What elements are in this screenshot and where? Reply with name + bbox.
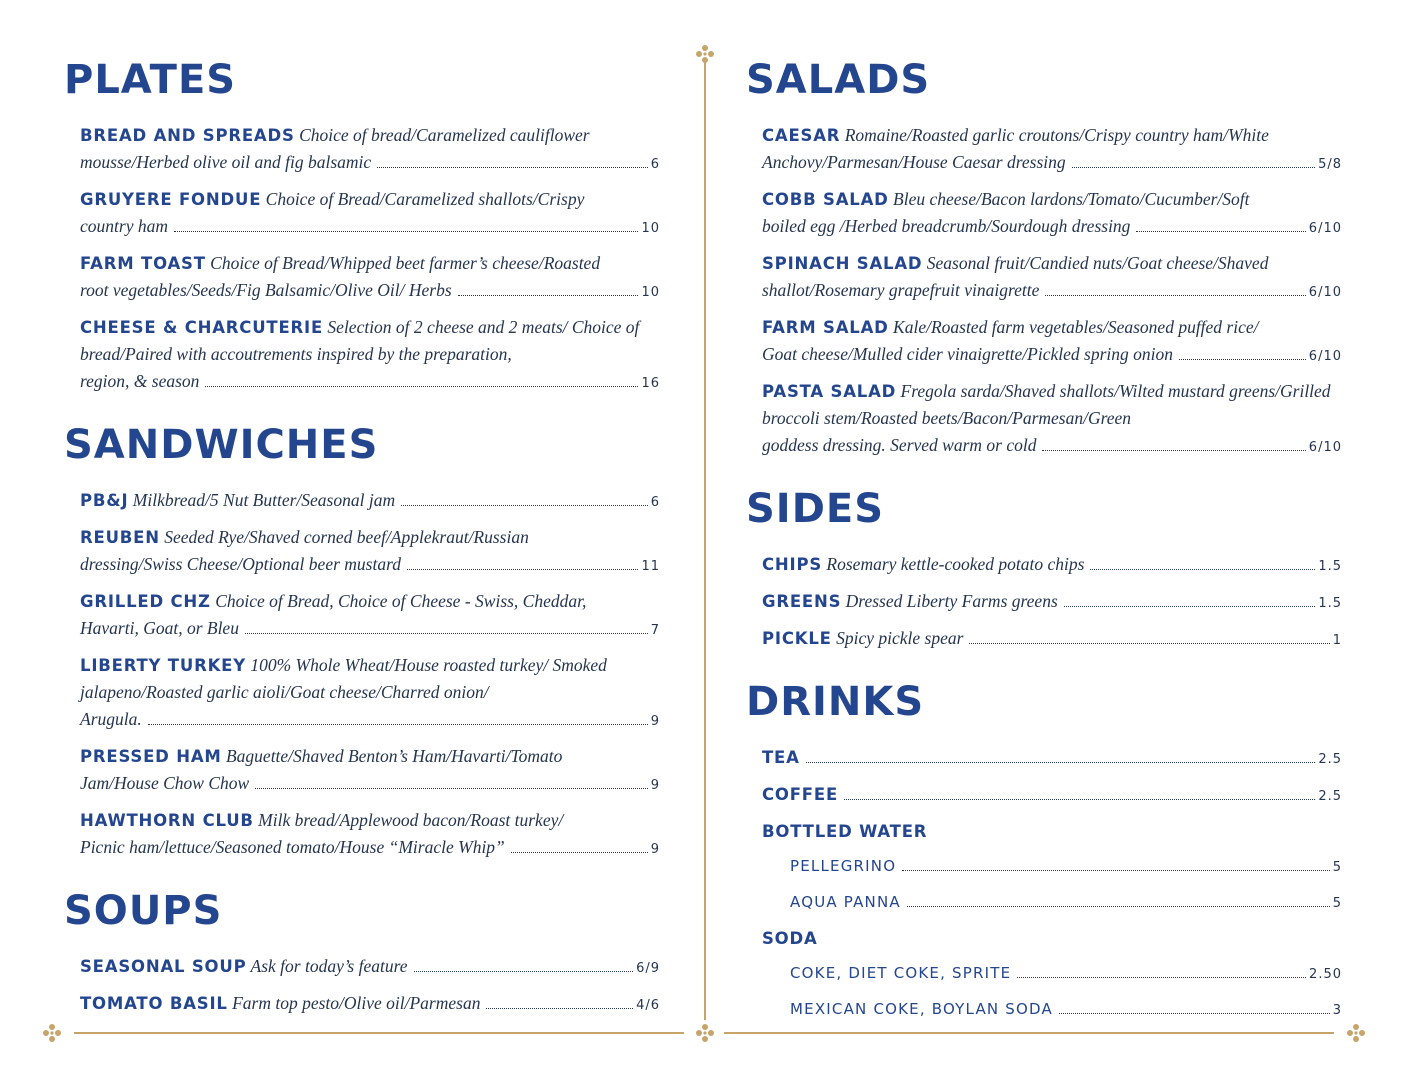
sides-section [746, 486, 1342, 654]
item-name: CAESAR [762, 126, 841, 145]
item-description: Seeded Rye/Shaved corned beef/Applekraut/Russian [159, 527, 529, 547]
menu-item [80, 953, 660, 982]
menu-item [80, 990, 660, 1019]
soups-section [64, 888, 660, 1019]
menu-item [762, 551, 1342, 580]
item-description: Choice of bread/Caramelized cauliflower [294, 125, 590, 145]
item-price: 1.5 [1318, 596, 1342, 611]
item-price: 6 [650, 495, 660, 510]
item-description: Dressed Liberty Farms greens [841, 591, 1058, 611]
fleur-ornament-icon [1346, 1023, 1366, 1043]
dot-leader [407, 569, 638, 570]
menu-item [762, 625, 1342, 654]
menu-item [762, 250, 1342, 306]
item-name: FARM TOAST [80, 254, 206, 273]
dot-leader [969, 643, 1329, 644]
left-column [64, 57, 660, 1047]
menu-item [762, 186, 1342, 242]
item-description-end: Jam/House Chow Chow [80, 773, 250, 793]
item-price: 2.5 [1318, 789, 1342, 804]
section-title: SIDES [746, 486, 885, 532]
item-description: 100% Whole Wheat/House roasted turkey/ Smoked jalapeno/Roasted garlic aioli/Goat cheese/Charred onion/ [80, 655, 607, 702]
item-name: MEXICAN COKE, BOYLAN SODA [790, 1000, 1053, 1018]
item-description: Selection of 2 cheese and 2 meats/ Choice of bread/Paired with accoutrements inspired by the preparation, [80, 317, 640, 364]
fleur-ornament-icon [695, 1023, 715, 1043]
item-name: HAWTHORN CLUB [80, 811, 254, 830]
item-description-end: Goat cheese/Mulled cider vinaigrette/Pickled spring onion [762, 344, 1173, 364]
dot-leader [1059, 1013, 1330, 1014]
item-description: Spicy pickle spear [831, 628, 964, 648]
item-description-end: mousse/Herbed olive oil and fig balsamic [80, 152, 372, 172]
item-price: 6/10 [1308, 221, 1342, 236]
dot-leader [205, 386, 638, 387]
item-description: Rosemary kettle-cooked potato chips [822, 554, 1085, 574]
item-price: 1 [1332, 633, 1342, 648]
dot-leader [844, 799, 1315, 800]
item-name: BOTTLED WATER [762, 822, 928, 841]
section-title: DRINKS [746, 679, 925, 725]
item-price: 2.50 [1309, 967, 1342, 982]
dot-leader [1042, 450, 1305, 451]
item-name: COKE, DIET COKE, SPRITE [790, 964, 1012, 982]
dot-leader [902, 870, 1330, 871]
item-name: GRUYERE FONDUE [80, 190, 262, 209]
item-price: 5 [1332, 896, 1342, 911]
item-name: COFFEE [762, 785, 839, 804]
menu-item [80, 250, 660, 306]
item-description: Choice of Bread/Whipped beet farmer’s cheese/Roasted [205, 253, 601, 273]
menu-item [80, 524, 660, 580]
item-description: Baguette/Shaved Benton’s Ham/Havarti/Tomato [221, 746, 563, 766]
item-name: TOMATO BASIL [80, 994, 228, 1013]
dot-leader [458, 295, 639, 296]
dot-leader [414, 971, 634, 972]
item-description: Fregola sarda/Shaved shallots/Wilted mustard greens/Grilled broccoli stem/Roasted beets/Bacon/Parmesan/Green [762, 381, 1331, 428]
menu-item-tea [762, 744, 1342, 773]
right-column [746, 57, 1342, 1052]
item-description: Ask for today’s feature [246, 956, 408, 976]
menu-item [80, 588, 660, 644]
item-name: GREENS [762, 592, 842, 611]
item-name: PB&J [80, 491, 129, 510]
item-name: TEA [762, 748, 800, 767]
fleur-ornament-icon [42, 1023, 62, 1043]
item-description-end: shallot/Rosemary grapefruit vinaigrette [762, 280, 1040, 300]
item-price: 3 [1332, 1003, 1342, 1018]
menu-item [80, 487, 660, 516]
item-name: GRILLED CHZ [80, 592, 211, 611]
dot-leader [255, 788, 648, 789]
dot-leader [245, 633, 648, 634]
item-name: SODA [762, 929, 818, 948]
item-price: 5 [1332, 860, 1342, 875]
menu-item-coffee [762, 781, 1342, 810]
menu-item [762, 588, 1342, 617]
item-price: 9 [650, 714, 660, 729]
menu-item [80, 186, 660, 242]
menu-item-mexican-coke [790, 996, 1342, 1024]
item-description-end: goddess dressing. Served warm or cold [762, 435, 1037, 455]
item-description: Seasonal fruit/Candied nuts/Goat cheese/Shaved [922, 253, 1269, 273]
dot-leader [377, 167, 648, 168]
item-description-end: region, & season [80, 371, 200, 391]
item-name: SPINACH SALAD [762, 254, 923, 273]
item-price: 5/8 [1318, 157, 1342, 172]
item-description-end: Anchovy/Parmesan/House Caesar dressing [762, 152, 1066, 172]
menu-item-aqua-panna [790, 889, 1342, 917]
item-name: SEASONAL SOUP [80, 957, 247, 976]
item-name: FARM SALAD [762, 318, 889, 337]
menu-item [80, 807, 660, 863]
menu-item [80, 314, 660, 397]
item-name: AQUA PANNA [790, 893, 901, 911]
menu-item-pellegrino [790, 853, 1342, 881]
item-description: Romaine/Roasted garlic croutons/Crispy country ham/White [840, 125, 1269, 145]
item-name: REUBEN [80, 528, 160, 547]
item-description: Choice of Bread/Caramelized shallots/Crispy [261, 189, 585, 209]
plates-section [64, 57, 660, 397]
item-description-end: Havarti, Goat, or Bleu [80, 618, 239, 638]
dot-leader [1179, 359, 1306, 360]
section-title: SALADS [746, 57, 931, 103]
item-price: 6/10 [1308, 349, 1342, 364]
dot-leader [486, 1008, 633, 1009]
dot-leader [148, 724, 648, 725]
item-name: PICKLE [762, 629, 832, 648]
item-price: 10 [641, 221, 660, 236]
dot-leader [174, 231, 638, 232]
item-price: 4/6 [636, 998, 660, 1013]
menu-item [80, 743, 660, 799]
item-name: BREAD AND SPREADS [80, 126, 295, 145]
sandwiches-section [64, 422, 660, 863]
salads-section [746, 57, 1342, 461]
drinks-section [746, 679, 1342, 1024]
item-description: Milkbread/5 Nut Butter/Seasonal jam [128, 490, 396, 510]
item-description-end: Arugula. [80, 709, 142, 729]
item-price: 16 [641, 376, 660, 391]
dot-leader [1090, 569, 1315, 570]
item-price: 7 [650, 623, 660, 638]
menu-item [762, 314, 1342, 370]
item-name: PASTA SALAD [762, 382, 897, 401]
item-description: Farm top pesto/Olive oil/Parmesan [227, 993, 481, 1013]
item-name: PELLEGRINO [790, 857, 897, 875]
item-name: CHEESE & CHARCUTERIE [80, 318, 324, 337]
item-price: 6/10 [1308, 440, 1342, 455]
fleur-ornament-icon [695, 44, 715, 64]
menu-item [762, 122, 1342, 178]
dot-leader [1136, 231, 1305, 232]
item-price: 10 [641, 285, 660, 300]
vertical-divider [704, 60, 706, 1020]
item-description: Choice of Bread, Choice of Cheese - Swiss, Cheddar, [210, 591, 587, 611]
item-price: 1.5 [1318, 559, 1342, 574]
menu-item [80, 122, 660, 178]
dot-leader [1064, 606, 1316, 607]
menu-item [762, 378, 1342, 461]
item-description-end: Picnic ham/lettuce/Seasoned tomato/House “Miracle Whip” [80, 837, 505, 857]
dot-leader [1072, 167, 1315, 168]
menu-item [80, 652, 660, 735]
dot-leader [1045, 295, 1305, 296]
item-description: Kale/Roasted farm vegetables/Seasoned puffed rice/ [888, 317, 1259, 337]
item-description-end: root vegetables/Seeds/Fig Balsamic/Olive Oil/ Herbs [80, 280, 452, 300]
dot-leader [907, 906, 1330, 907]
item-name: LIBERTY TURKEY [80, 656, 246, 675]
item-description-end: boiled egg /Herbed breadcrumb/Sourdough dressing [762, 216, 1131, 236]
item-name: CHIPS [762, 555, 823, 574]
item-price: 2.5 [1318, 752, 1342, 767]
item-price: 6/10 [1308, 285, 1342, 300]
item-description-end: country ham [80, 216, 168, 236]
menu-subheading-bottled-water [762, 818, 1342, 845]
item-name: PRESSED HAM [80, 747, 222, 766]
menu-item-coke [790, 960, 1342, 988]
dot-leader [806, 762, 1316, 763]
section-title: SANDWICHES [64, 422, 379, 468]
section-title: SOUPS [64, 888, 223, 934]
section-title: PLATES [64, 57, 237, 103]
item-price: 9 [650, 842, 660, 857]
item-price: 6 [650, 157, 660, 172]
item-price: 11 [641, 559, 660, 574]
dot-leader [511, 852, 648, 853]
dot-leader [401, 505, 648, 506]
item-price: 9 [650, 778, 660, 793]
menu-subheading-soda [762, 925, 1342, 952]
item-name: COBB SALAD [762, 190, 889, 209]
item-description: Milk bread/Applewood bacon/Roast turkey/ [253, 810, 564, 830]
item-description: Bleu cheese/Bacon lardons/Tomato/Cucumber/Soft [888, 189, 1250, 209]
dot-leader [1017, 977, 1306, 978]
item-price: 6/9 [636, 961, 660, 976]
item-description-end: dressing/Swiss Cheese/Optional beer mustard [80, 554, 401, 574]
